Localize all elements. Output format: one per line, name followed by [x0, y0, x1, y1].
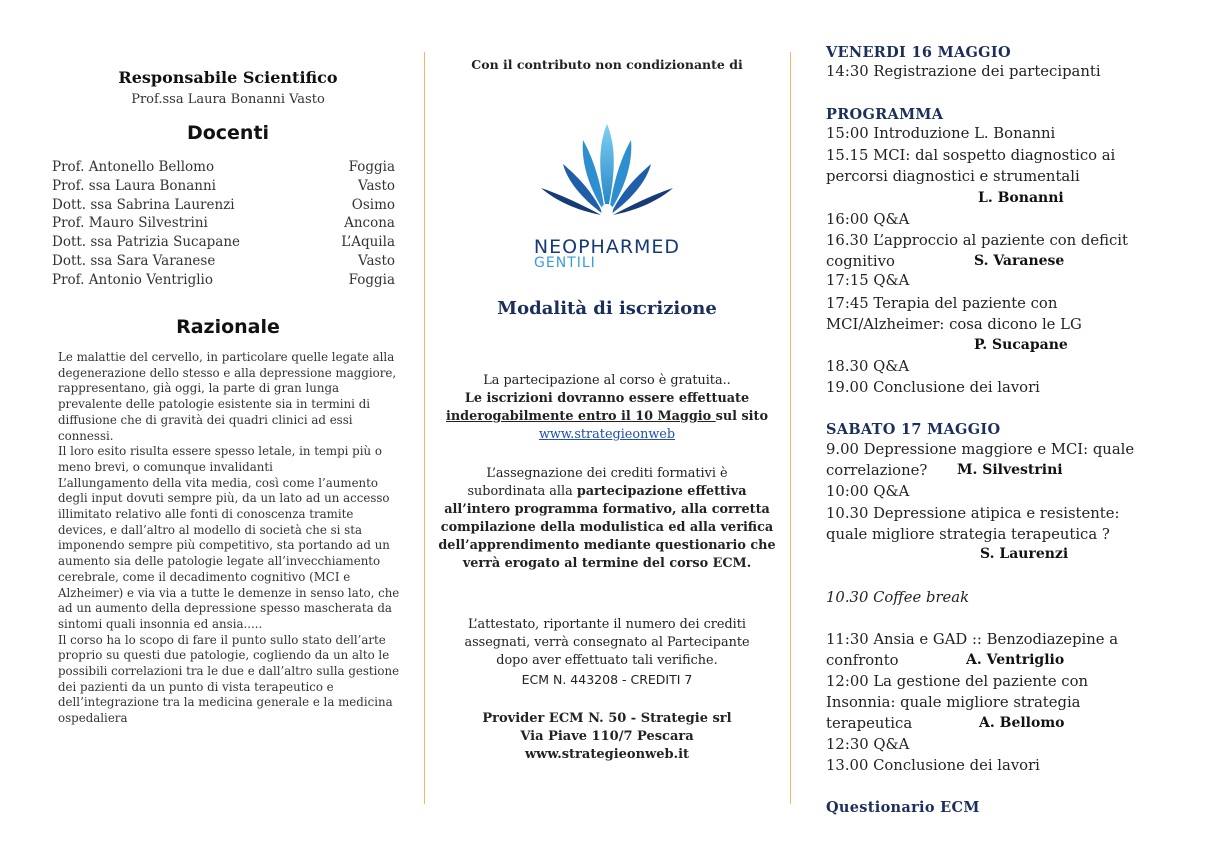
program-item: quale migliore strategia terapeutica ?	[826, 526, 1110, 543]
docente-name: Prof. Mauro Silvestrini	[52, 215, 208, 232]
docente-name: Prof. Antonello Bellomo	[52, 159, 215, 175]
docente-name: Prof. ssa Laura Bonanni	[52, 177, 216, 194]
program-item: 18.30 Q&A	[826, 358, 910, 375]
razionale-paragraph: Le malattie del cervello, in particolare quelle legate alla degenerazione dello stesso e alla depressione maggiore, rappresentano, già oggi, la parte di gran lunga prevalente delle patologie esistente sia in termini di diffusione che di gravità dei quadri clinici ad essi connessi.	[58, 350, 397, 443]
ecm-credits: ECM N. 443208 - CREDITI 7	[521, 672, 693, 687]
program-item: cognitivo	[826, 253, 895, 270]
logo-submark: GENTILI	[534, 255, 596, 271]
crediti-line-bold: partecipazione effettiva	[576, 484, 747, 499]
program-speaker: A. Ventriglio	[966, 652, 1065, 668]
docente-row	[52, 233, 395, 252]
program-item: 10.30 Coffee break	[826, 589, 970, 606]
docente-row	[52, 214, 395, 233]
provider-line: Provider ECM N. 50 - Strategie srl	[482, 711, 732, 726]
docente-name: Dott. ssa Sabrina Laurenzi	[52, 196, 235, 213]
iscrizione-link[interactable]: www.strategieonweb	[538, 427, 676, 442]
provider-address: Via Piave 110/7 Pescara	[520, 729, 694, 744]
docente-name: Dott. ssa Sara Varanese	[52, 252, 216, 269]
program-item: 15:00 Introduzione L. Bonanni	[826, 125, 1056, 142]
program-item: 16:00 Q&A	[826, 211, 910, 228]
program-item: percorsi diagnostici e strumentali	[826, 168, 1080, 185]
program-item: 17:15 Q&A	[826, 272, 910, 289]
razionale-heading: Razionale	[176, 316, 280, 338]
contributo-text: Con il contributo non condizionante di	[471, 57, 743, 72]
crediti-line: subordinata alla	[467, 484, 577, 499]
program-item: 10.30 Depressione atipica e resistente:	[826, 505, 1120, 522]
program-speaker: S. Varanese	[974, 253, 1065, 269]
program-item: 16.30 L’approccio al paziente con deficit	[826, 232, 1128, 249]
docente-city: Foggia	[348, 271, 395, 288]
docente-row	[52, 196, 395, 215]
docente-city: Ancona	[344, 215, 395, 232]
program-item: 13.00 Conclusione dei lavori	[826, 757, 1040, 774]
program-speaker: M. Silvestrini	[957, 462, 1063, 478]
program-speaker: S. Laurenzi	[980, 546, 1069, 562]
program-speaker: L. Bonanni	[978, 190, 1064, 206]
program-item: 9.00 Depressione maggiore e MCI: quale	[826, 441, 1135, 458]
program-item: MCI/Alzheimer: cosa dicono le LG	[826, 316, 1082, 333]
docente-row	[52, 252, 395, 271]
attestato-text: L’attestato, riportante il numero dei crediti assegnati, verrà consegnato al Partecipante dopo aver effettuato tali verifiche.	[464, 617, 750, 668]
modalita-heading: Modalità di iscrizione	[497, 298, 717, 319]
program-heading: Questionario ECM	[826, 799, 980, 816]
docente-row	[52, 271, 395, 290]
program-item: 12:30 Q&A	[826, 736, 910, 753]
docente-city: Foggia	[348, 159, 395, 175]
program-speaker: P. Sucapane	[974, 337, 1068, 353]
iscrizione-line: La partecipazione al corso è gratuita..	[483, 373, 731, 388]
iscrizione-line: Le iscrizioni dovranno essere effettuate	[464, 391, 750, 406]
program-item: Insonnia: quale migliore strategia	[826, 694, 1081, 711]
program-speaker: A. Bellomo	[979, 715, 1065, 731]
razionale-paragraph: Il corso ha lo scopo di fare il punto sullo stato dell’arte proprio su questi due patologie, cogliendo da un alto le possibili correlazioni tra le due e dall’altro sulla gestione dei pazienti da un punto di vista terapeutico e dell’integrazione tra la medicina generale e la medicina ospedaliera	[58, 632, 400, 726]
program-item: 12:00 La gestione del paziente con	[826, 673, 1089, 690]
razionale-paragraph: Il loro esito risulta essere spesso letale, in tempi più o meno brevi, o comunque invalidanti	[58, 444, 382, 474]
column-divider-right	[790, 52, 791, 804]
program-item: correlazione?	[826, 462, 928, 479]
razionale-paragraph: L’allungamento della vita media, così come l’aumento degli input dovuti sempre più, da un lato ad un accesso illimitato relativo alle fonti di conoscenza tramite devices, e dall’altro al modello di società che si sta imponendo sempre più competitivo, sta portando ad un aumento sia delle patologie legate all’invecchiamento cerebrale, come il decadimento cognitivo (MCI e Alzheimer) e via via a tutte le demenze in senso lato, che ad un aumento della depressione spesso mascherata da sintomi quali insonnia ed ansia.....	[58, 475, 400, 631]
iscrizione-line: sul sito	[715, 409, 768, 424]
crediti-conditions: all’intero programma formativo, alla corretta compilazione della modulistica ed alla verifica dell’apprendimento mediante questionario che verrà erogato al termine del corso ECM.	[438, 502, 776, 571]
program-item: 17:45 Terapia del paziente con	[826, 295, 1058, 312]
program-item: 19.00 Conclusione dei lavori	[826, 379, 1040, 396]
program-item: 15.15 MCI: dal sospetto diagnostico ai	[826, 147, 1116, 164]
provider-block	[424, 710, 790, 764]
docente-name: Prof. Antonio Ventriglio	[52, 271, 213, 288]
logo-wordmark: NEOPHARMED	[533, 236, 681, 258]
docente-city: L’Aquila	[341, 234, 395, 251]
razionale-text	[58, 350, 403, 727]
program-item: 14:30 Registrazione dei partecipanti	[826, 63, 1101, 80]
program-item: confronto	[826, 652, 899, 669]
docente-city: Vasto	[357, 177, 395, 194]
program-item: 11:30 Ansia e GAD :: Benzodiazepine a	[826, 631, 1119, 648]
iscrizione-deadline: inderogabilmente entro il 10 Maggio	[445, 409, 716, 424]
crediti-block	[424, 465, 790, 573]
docente-city: Osimo	[351, 196, 395, 213]
provider-website: www.strategieonweb.it	[524, 747, 690, 762]
docente-city: Vasto	[357, 252, 395, 269]
responsabile-name: Prof.ssa Laura Bonanni Vasto	[131, 92, 325, 107]
crediti-line: L’assegnazione dei crediti formativi è	[486, 466, 728, 481]
program-heading: SABATO 17 MAGGIO	[826, 421, 1001, 438]
iscrizione-block	[424, 372, 790, 444]
program-item: terapeutica	[826, 715, 913, 732]
program-heading: VENERDI 16 MAGGIO	[826, 44, 1011, 61]
responsabile-heading: Responsabile Scientifico	[118, 68, 338, 87]
program-heading: PROGRAMMA	[826, 106, 944, 123]
neopharmed-logo	[527, 118, 687, 218]
docenti-list	[52, 158, 395, 290]
docente-row	[52, 158, 395, 177]
docente-name: Dott. ssa Patrizia Sucapane	[52, 234, 240, 251]
docente-row	[52, 177, 395, 196]
program-item: 10:00 Q&A	[826, 483, 910, 500]
docenti-heading: Docenti	[186, 122, 270, 144]
